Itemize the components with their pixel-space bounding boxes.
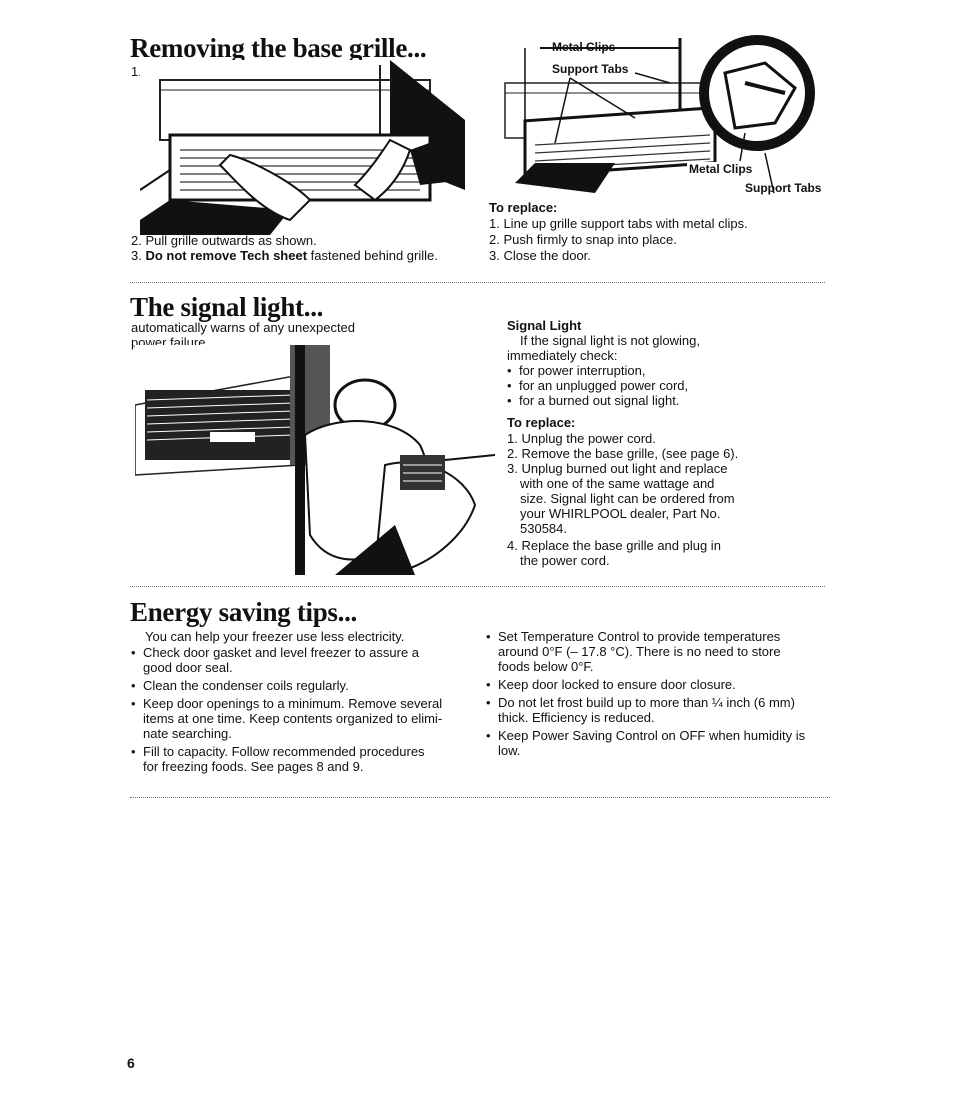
signal-check-line-1: If the signal light is not glowing, [520, 333, 700, 348]
grille-step-3-num: 3. [131, 248, 142, 263]
grille-step-2: 2. Pull grille outwards as shown. [131, 233, 317, 248]
label-support-tabs-bottom: Support Tabs [745, 181, 822, 195]
grille-step-3-rest: fastened behind grille. [310, 248, 438, 263]
energy-tips-right [486, 629, 826, 758]
energy-tip: • Keep door openings to a minimum. Remove several items at one time. Keep contents organized to elimi- nate searching. [131, 696, 471, 741]
energy-tip: • Keep Power Saving Control on OFF when humidity is low. [486, 728, 826, 758]
label-metal-clips-top: Metal Clips [552, 40, 616, 54]
energy-tip: • Keep door locked to ensure door closure. [486, 677, 826, 692]
grille-step-3 [131, 248, 438, 263]
signal-intro-line-2: power failure. [131, 335, 210, 350]
section-divider-1 [130, 282, 825, 283]
grille-replace-step-3: 3. Close the door. [489, 248, 591, 263]
signal-step: 4. Replace the base grille and plug in [507, 538, 721, 553]
signal-step-cont: with one of the same wattage and [520, 476, 715, 491]
signal-step: 2. Remove the base grille, (see page 6). [507, 446, 739, 461]
grille-step-3-bold: Do not remove Tech sheet [145, 248, 308, 263]
energy-intro: You can help your freezer use less electricity. [145, 629, 405, 644]
label-support-tabs-top: Support Tabs [552, 62, 629, 76]
energy-tip: • Fill to capacity. Follow recommended procedures for freezing foods. See pages 8 and 9. [131, 744, 471, 774]
signal-heading: The signal light... [130, 292, 324, 322]
grille-step-1: 1. Open the door. [131, 64, 232, 79]
metal-clips-illustration [495, 33, 825, 193]
signal-check-item: • for power interruption, [507, 363, 807, 378]
signal-step-cont: the power cord. [520, 553, 610, 568]
signal-step: 1. Unplug the power cord. [507, 431, 656, 446]
grille-replace-step-1: 1. Line up grille support tabs with metal clips. [489, 216, 748, 231]
signal-check-item: • for an unplugged power cord, [507, 378, 807, 393]
energy-tip: • Check door gasket and level freezer to assure a good door seal. [131, 645, 471, 675]
signal-step-cont: 530584. [520, 521, 567, 536]
grille-removal-illustration [140, 60, 465, 235]
label-metal-clips-bottom: Metal Clips [689, 162, 753, 176]
signal-step-cont: your WHIRLPOOL dealer, Part No. [520, 506, 721, 521]
signal-check-list [507, 363, 807, 408]
grille-replace-step-2: 2. Push firmly to snap into place. [489, 232, 677, 247]
signal-light-illustration [135, 345, 495, 575]
energy-tip: • Set Temperature Control to provide temperatures around 0°F (– 17.8 °C). There is no need to store foods below 0°F. [486, 629, 826, 674]
energy-tip: • Do not let frost build up to more than ¼ inch (6 mm) thick. Efficiency is reduced. [486, 695, 826, 725]
signal-replace-title: To replace: [507, 415, 576, 430]
energy-heading: Energy saving tips... [130, 597, 357, 627]
signal-step: 3. Unplug burned out light and replace [507, 461, 728, 476]
signal-step-cont: size. Signal light can be ordered from [520, 491, 735, 506]
energy-tip: • Clean the condenser coils regularly. [131, 678, 471, 693]
section-divider-3 [130, 797, 830, 798]
signal-light-subheading: Signal Light [507, 318, 582, 333]
energy-tips-left [131, 645, 471, 774]
signal-check-item: • for a burned out signal light. [507, 393, 807, 408]
signal-check-line-2: immediately check: [507, 348, 618, 363]
signal-intro-line-1: automatically warns of any unexpected [131, 320, 356, 335]
page-number: 6 [127, 1055, 135, 1071]
grille-replace-title: To replace: [489, 200, 558, 215]
section-divider-2 [130, 586, 825, 587]
grille-heading: Removing the base grille... [130, 33, 427, 63]
